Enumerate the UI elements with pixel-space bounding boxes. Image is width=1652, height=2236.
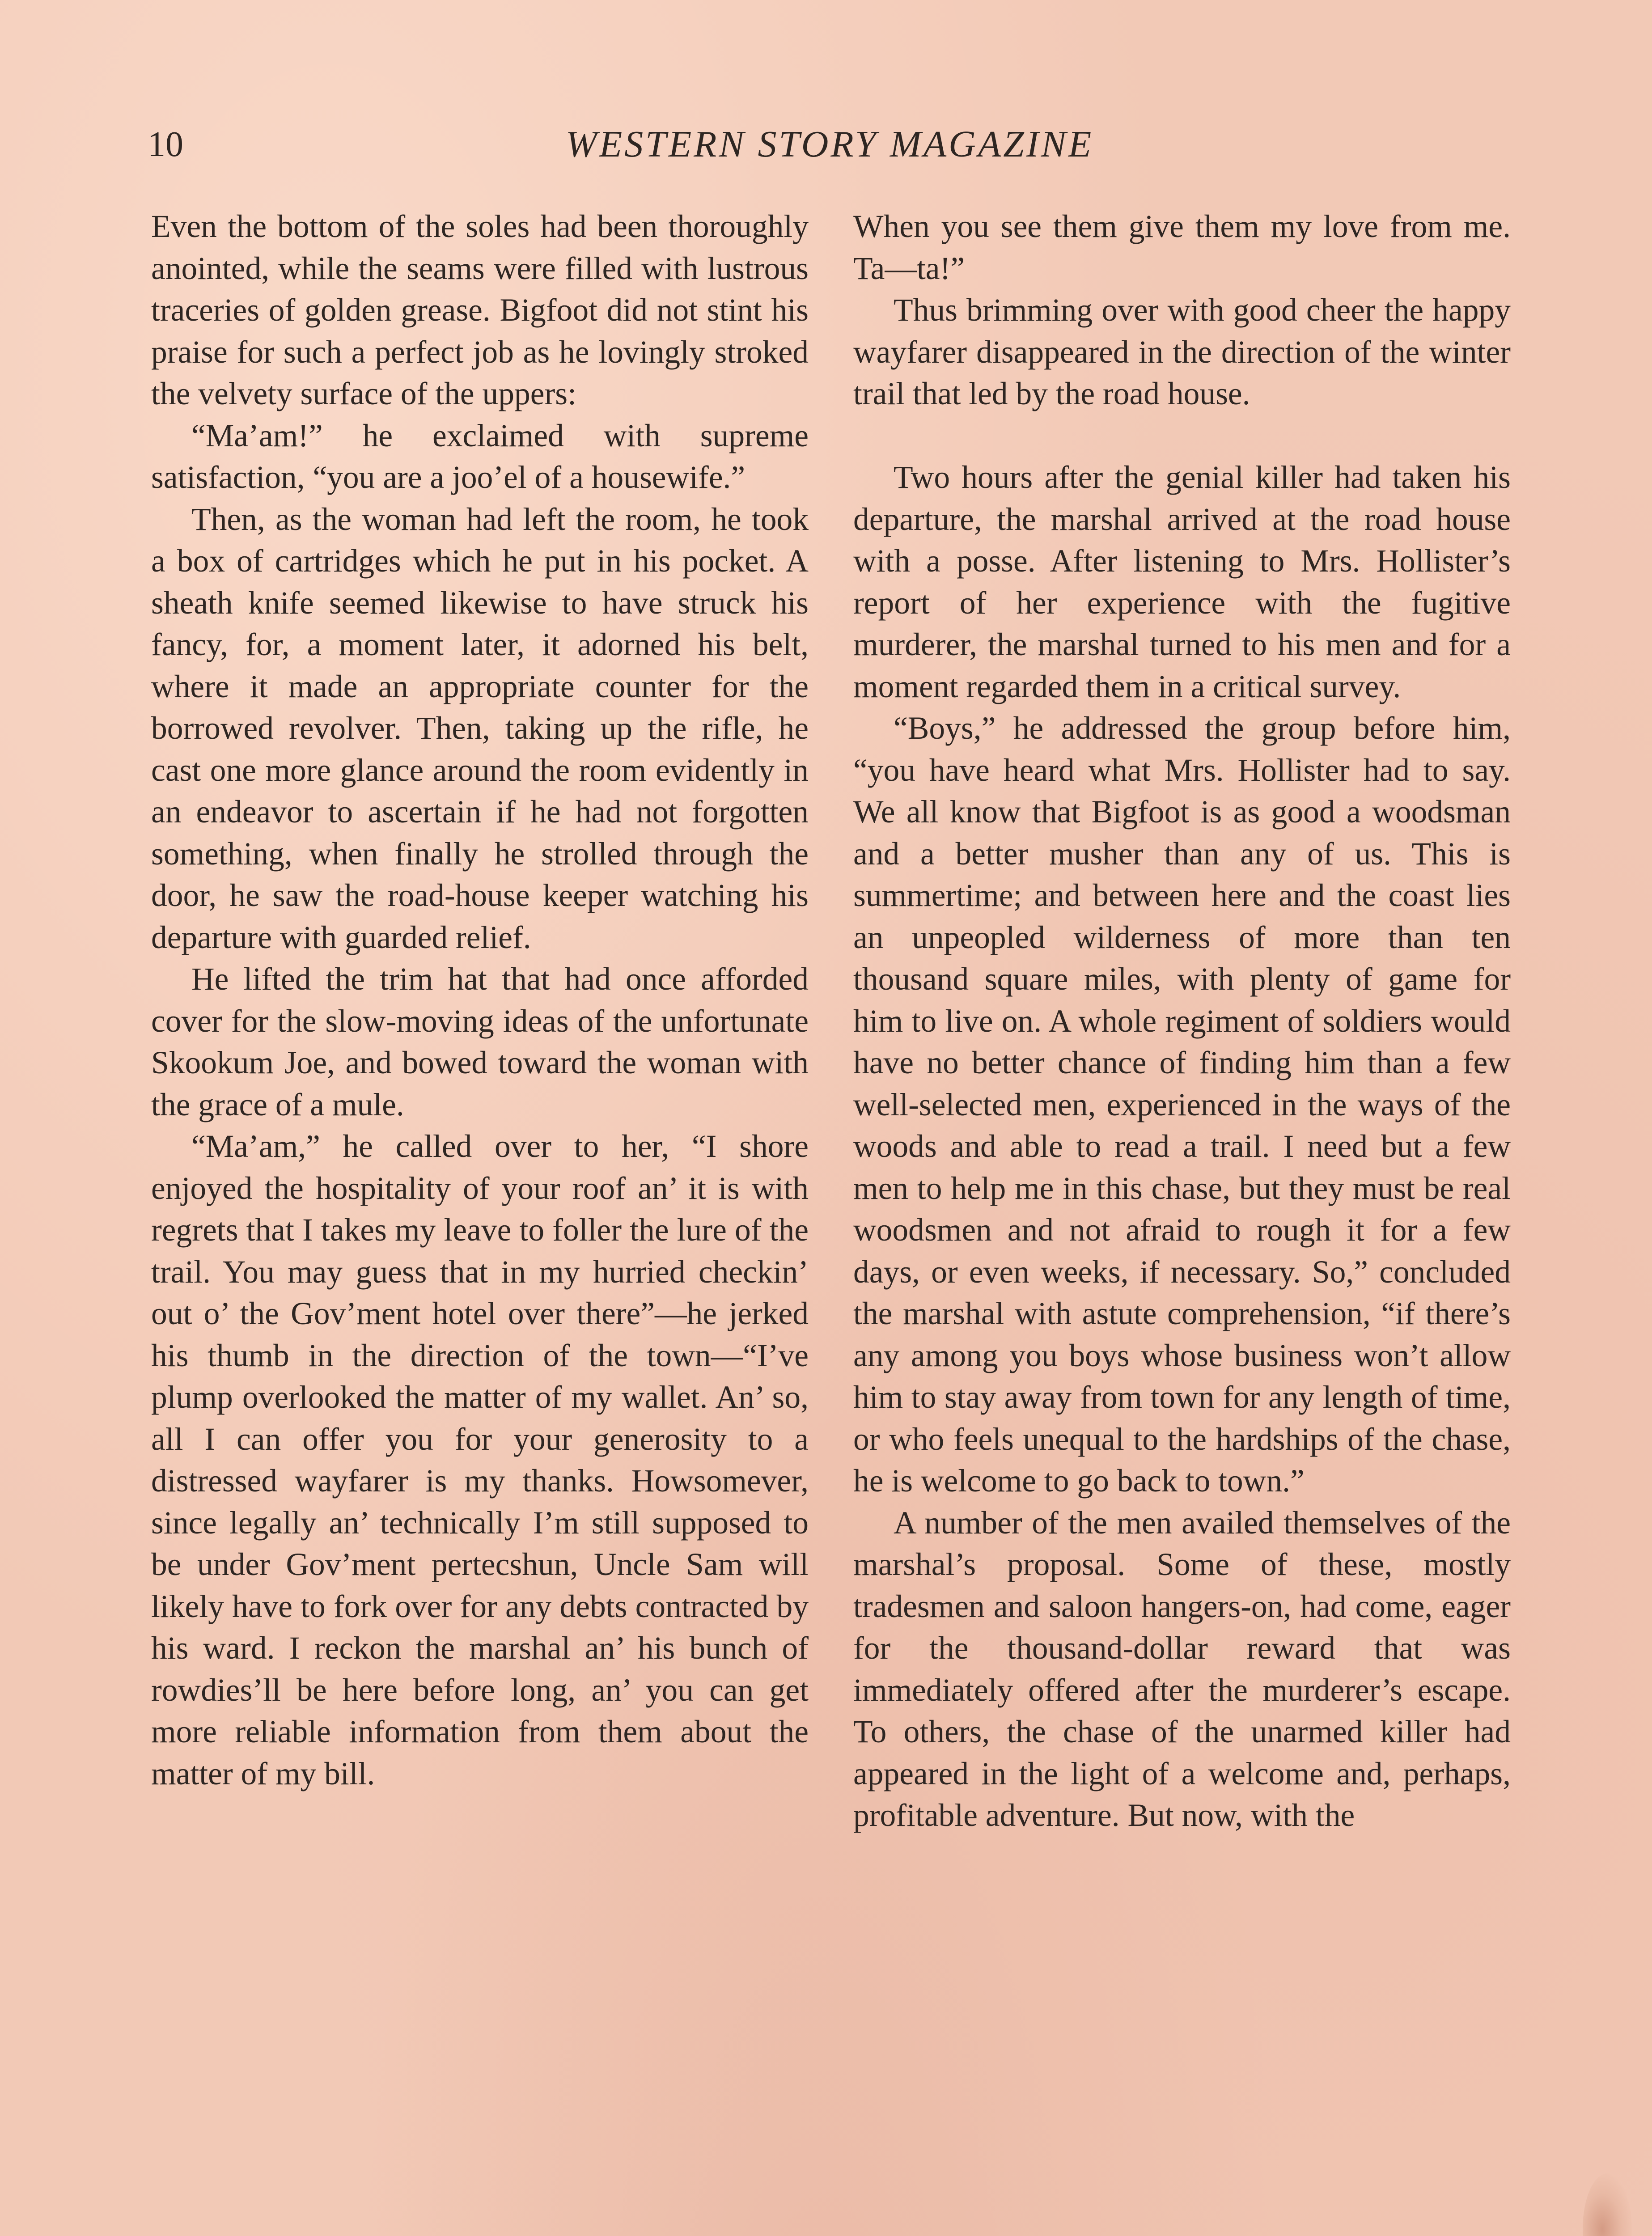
running-header (148, 120, 1512, 169)
paragraph: He lifted the trim hat that had once afforded cover for the slow-moving ideas of the unfortunate Skookum Joe, and bowed toward the woman with the grace of a mule. (151, 961, 809, 1122)
paragraph: Thus brimming over with good cheer the happy wayfarer disappeared in the direction of the winter trail that led by the road house. (853, 292, 1511, 411)
magazine-title: WESTERN STORY MAGAZINE (565, 123, 1094, 165)
paragraph: A number of the men availed themselves of the marshal’s proposal. Some of these, mostly tradesmen and saloon hangers-on, had come, eager for the thousand-dollar reward that was immediately offered after the murderer’s escape. To others, the chase of the unarmed killer had appeared in the light of a welcome and, perhaps, profitable adventure. But now, with the (853, 1505, 1511, 1833)
paragraph: Then, as the woman had left the room, he took a box of cartridges which he put in his pocket. A sheath knife seemed likewise to have struck his fancy, for, a moment later, it adorned his belt, where it made an appropriate counter for the borrowed revolver. Then, taking up the rifle, he cast one more glance around the room evidently in an endeavor to ascertain if he had not forgotten something, when finally he strolled through the door, he saw the road-house keeper watching his departure with guarded relief. (151, 501, 809, 955)
paragraph: Two hours after the genial killer had taken his departure, the marshal arrived at the road house with a posse. After listening to Mrs. Hollister’s report of her experience with the fugitive murderer, the marshal turned to his men and for a moment regarded them in a critical survey. (853, 460, 1511, 704)
paper-stain (1583, 2173, 1632, 2236)
paragraph: “Ma’am,” he called over to her, “I shore enjoyed the hospitality of your roof an’ it is with regrets that I takes my leave to foller the lure of the trail. You may guess that in my hurried checkin’ out o’ the Gov’ment hotel over there”—he jerked his thumb in the direction of the town—“I’ve plump overlooked the matter of my wallet. An’ so, all I can offer you for your generosity to a distressed wayfarer is my thanks. Howsomever, since legally an’ technically I’m still supposed to be under Gov’ment pertecshun, Uncle Sam will likely have to fork over for any debts contracted by his ward. I reckon the marshal an’ his bunch of rowdies’ll be here before long, an’ you can get more reliable information from them about the matter of my bill. (151, 1129, 809, 1791)
paragraph: “Boys,” he addressed the group before him, “you have heard what Mrs. Hollister had to say. We all know that Bigfoot is as good a woodsman and a better musher than any of us. This is summertime; and between here and the coast lies an unpeopled wilderness of more than ten thousand square miles, with plenty of game for him to live on. A whole regiment of soldiers would have no better chance of finding him than a few well-selected men, experienced in the ways of the woods and able to read a trail. I need but a few men to help me in this chase, but they must be real woodsmen and not afraid to rough it for a few days, or even weeks, if necessary. So,” concluded the marshal with astute comprehension, “if there’s any among you boys whose business won’t allow him to stay away from town for any length of time, or who feels unequal to the hardships of the chase, he is welcome to go back to town.” (853, 711, 1511, 1499)
paragraph: When you see them give them my love from me. Ta—ta!” (853, 209, 1511, 286)
page-number: 10 (148, 125, 183, 164)
paragraph: “Ma’am!” he exclaimed with supreme satisfaction, “you are a joo’el of a housewife.” (151, 418, 809, 495)
paragraph: Even the bottom of the soles had been thoroughly anointed, while the seams were filled with lustrous traceries of golden grease. Bigfoot did not stint his praise for such a perfect job as he lovingly stroked the velvety surface of the uppers: (151, 209, 809, 411)
right-column (853, 206, 1511, 1837)
left-column (151, 206, 809, 1795)
